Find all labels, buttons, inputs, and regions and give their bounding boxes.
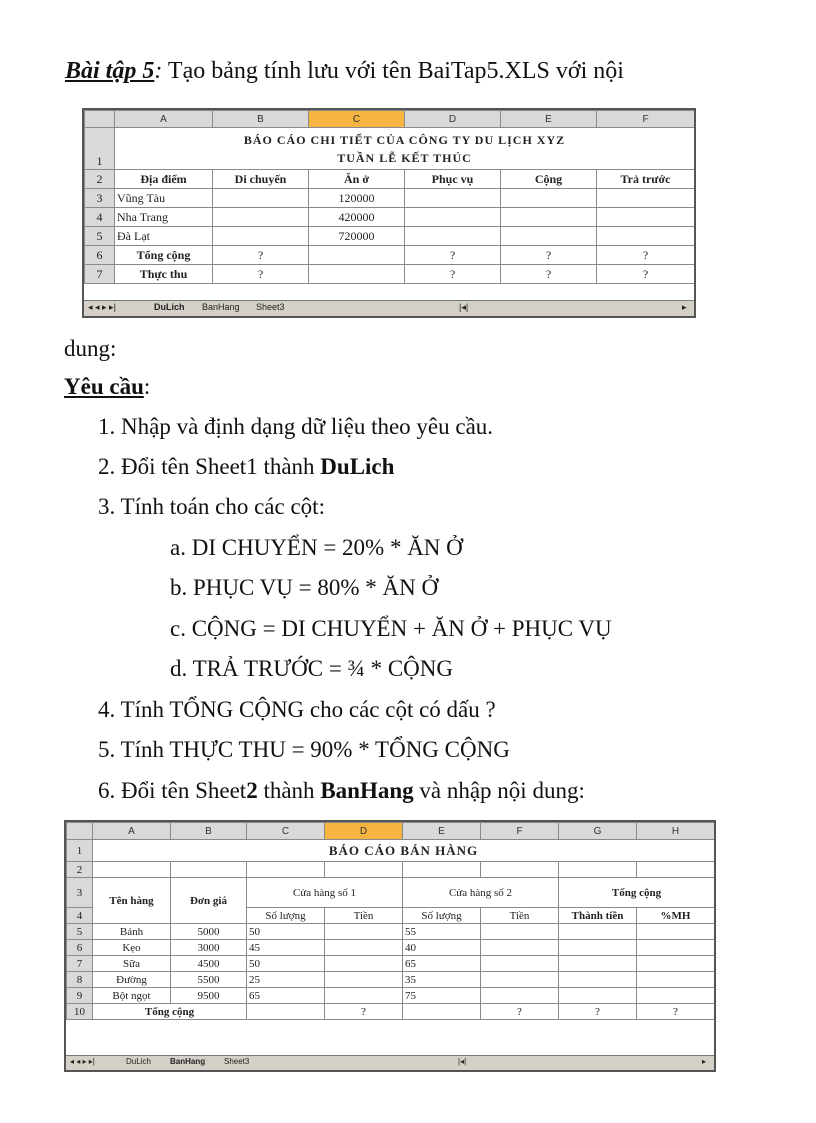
row-header[interactable]: 3 xyxy=(85,189,115,208)
list-number: 6. xyxy=(98,778,121,803)
cell[interactable] xyxy=(481,862,559,878)
row-header[interactable]: 1 xyxy=(85,128,115,170)
total-label[interactable]: Tổng cộng xyxy=(93,1004,247,1020)
list-item-text: Đổi tên Sheet xyxy=(121,778,247,803)
cell[interactable]: 35 xyxy=(403,972,481,988)
cell[interactable]: Bánh xyxy=(93,924,171,940)
row-header[interactable]: 4 xyxy=(67,908,93,924)
cell[interactable] xyxy=(325,940,403,956)
column-header-f[interactable]: F xyxy=(597,111,695,128)
cell[interactable] xyxy=(403,1004,481,1020)
cell[interactable]: Tổng cộng xyxy=(115,246,213,265)
column-header-b[interactable]: B xyxy=(213,111,309,128)
row-header[interactable]: 2 xyxy=(67,862,93,878)
cell[interactable]: 55 xyxy=(403,924,481,940)
exercise-label-colon: : xyxy=(154,58,163,84)
list-number: 2. xyxy=(98,454,121,479)
sublist-item-text: DI CHUYỂN = 20% * ĂN Ở xyxy=(191,535,463,560)
cell[interactable] xyxy=(501,208,597,227)
cell[interactable] xyxy=(405,208,501,227)
column-header-a[interactable]: A xyxy=(93,823,171,840)
sublist-letter: d. xyxy=(170,656,193,681)
list-number: 5. xyxy=(98,737,121,762)
list-item-text: Tính toán cho các cột: xyxy=(120,494,325,519)
list-item-text: Đổi tên Sheet1 thành xyxy=(121,454,321,479)
table-row xyxy=(67,988,715,1004)
horizontal-scrollbar[interactable]: |◂| xyxy=(459,302,469,312)
list-item-text: 2 xyxy=(246,778,258,803)
cell[interactable]: Thực thu xyxy=(115,265,213,284)
list-item-text: BanHang xyxy=(320,778,414,803)
exercise-label: Bài tập 5 xyxy=(65,58,155,84)
header-cua-hang-2[interactable]: Cửa hàng số 2 xyxy=(403,878,559,908)
list-item xyxy=(98,414,493,440)
column-header-e[interactable]: E xyxy=(501,111,597,128)
sheet-title-cell[interactable] xyxy=(115,128,695,170)
cell[interactable] xyxy=(637,862,715,878)
cell[interactable] xyxy=(213,189,309,208)
cell[interactable] xyxy=(309,265,405,284)
cell[interactable]: Kẹo xyxy=(93,940,171,956)
column-header-d[interactable]: D xyxy=(405,111,501,128)
column-label[interactable]: Trả trước xyxy=(597,170,695,189)
cell[interactable]: 5500 xyxy=(171,972,247,988)
table-row xyxy=(67,924,715,940)
cell[interactable] xyxy=(481,956,559,972)
sublist-item-text: TRẢ TRƯỚC = ¾ * CỘNG xyxy=(192,656,454,681)
table-row xyxy=(67,940,715,956)
column-label[interactable]: Cộng xyxy=(501,170,597,189)
column-header-f[interactable]: F xyxy=(481,823,559,840)
cell[interactable] xyxy=(637,924,715,940)
cell[interactable]: Bột ngọt xyxy=(93,988,171,1004)
cell[interactable]: Nha Trang xyxy=(115,208,213,227)
sublist-item-text: CỘNG = DI CHUYỂN + ĂN Ở + PHỤC VỤ xyxy=(191,616,612,641)
cell[interactable]: 75 xyxy=(403,988,481,1004)
cell[interactable]: 120000 xyxy=(309,189,405,208)
sheet-tabs-bar xyxy=(84,300,694,316)
tab-banhang[interactable]: BanHang xyxy=(202,302,240,312)
column-header-g[interactable]: G xyxy=(559,823,637,840)
cell[interactable]: 40 xyxy=(403,940,481,956)
table-row xyxy=(85,265,695,284)
exercise-title xyxy=(65,58,624,85)
column-header-row xyxy=(85,111,695,128)
cell[interactable]: 4500 xyxy=(171,956,247,972)
cell[interactable] xyxy=(481,924,559,940)
cell[interactable] xyxy=(481,988,559,1004)
cell[interactable]: Đà Lạt xyxy=(115,227,213,246)
list-item-text: thành xyxy=(257,778,321,803)
cell[interactable] xyxy=(309,246,405,265)
cell[interactable] xyxy=(325,956,403,972)
cell[interactable]: ? xyxy=(213,265,309,284)
cell[interactable]: ? xyxy=(213,246,309,265)
requirements-heading-colon: : xyxy=(143,374,151,399)
cell[interactable]: Sữa xyxy=(93,956,171,972)
total-row xyxy=(67,1004,715,1020)
table-row xyxy=(67,956,715,972)
subheader-label[interactable]: Số lượng xyxy=(403,908,481,924)
sublist-item xyxy=(170,656,453,682)
cell[interactable] xyxy=(93,862,171,878)
table-row xyxy=(85,227,695,246)
list-item-text: Tính THỰC THU = 90% * TỔNG CỘNG xyxy=(120,737,510,762)
subheader-label[interactable]: Tiền xyxy=(481,908,559,924)
sublist-letter: a. xyxy=(170,535,192,560)
column-header-d[interactable]: D xyxy=(325,823,403,840)
cell[interactable]: 25 xyxy=(247,972,325,988)
row-header[interactable]: 3 xyxy=(67,878,93,908)
cell[interactable] xyxy=(559,940,637,956)
cell[interactable] xyxy=(501,189,597,208)
cell[interactable] xyxy=(597,227,695,246)
sublist-item xyxy=(170,616,612,642)
cell[interactable] xyxy=(325,988,403,1004)
subheader-label[interactable]: Số lượng xyxy=(247,908,325,924)
tab-scroll-arrows[interactable]: ◂ ◂ ▸ ▸| xyxy=(70,1057,95,1066)
row-header[interactable]: 5 xyxy=(85,227,115,246)
cell[interactable]: 45 xyxy=(247,940,325,956)
select-all-corner[interactable] xyxy=(67,823,93,840)
cell[interactable] xyxy=(325,972,403,988)
cell[interactable] xyxy=(325,862,403,878)
scroll-right-arrow[interactable]: ▸ xyxy=(702,1057,707,1066)
sheet-title-cell[interactable]: BÁO CÁO BÁN HÀNG xyxy=(93,840,715,862)
table-row xyxy=(85,246,695,265)
column-header-e[interactable]: E xyxy=(403,823,481,840)
subheader-label[interactable]: %MH xyxy=(637,908,715,924)
spreadsheet-dulich xyxy=(82,108,696,318)
list-item xyxy=(98,494,325,520)
requirements-heading-text: Yêu cầu xyxy=(64,374,144,399)
row-header[interactable]: 2 xyxy=(85,170,115,189)
list-item xyxy=(98,737,510,763)
column-header-h[interactable]: H xyxy=(637,823,715,840)
cell[interactable] xyxy=(403,862,481,878)
sheet-title-line-1: BÁO CÁO CHI TIẾT CỦA CÔNG TY DU LỊCH XYZ xyxy=(243,132,566,147)
row-header[interactable]: 5 xyxy=(67,924,93,940)
row-header[interactable]: 6 xyxy=(67,940,93,956)
header-don-gia[interactable]: Đơn giá xyxy=(171,878,247,924)
table-row xyxy=(67,972,715,988)
cell[interactable] xyxy=(597,189,695,208)
spreadsheet-banhang xyxy=(64,820,716,1072)
list-item-text: và nhập nội dung: xyxy=(413,778,585,803)
cell[interactable]: 65 xyxy=(247,988,325,1004)
cell[interactable] xyxy=(559,988,637,1004)
row-header[interactable]: 9 xyxy=(67,988,93,1004)
cell[interactable] xyxy=(405,227,501,246)
row-header[interactable]: 6 xyxy=(85,246,115,265)
tab-dulich[interactable]: DuLich xyxy=(154,302,185,312)
sheet-title-line-2: TUẦN LỄ KẾT THÚC xyxy=(337,150,472,165)
cell[interactable] xyxy=(481,972,559,988)
cell[interactable] xyxy=(481,940,559,956)
header-cua-hang-1[interactable]: Cửa hàng số 1 xyxy=(247,878,403,908)
tab-sheet3[interactable]: Sheet3 xyxy=(256,302,285,312)
sublist-letter: c. xyxy=(170,616,192,641)
tab-banhang[interactable]: BanHang xyxy=(170,1057,206,1066)
table-row xyxy=(85,208,695,227)
subheader-label[interactable]: Thành tiền xyxy=(559,908,637,924)
subheader-label[interactable]: Tiền xyxy=(325,908,403,924)
scroll-right-arrow[interactable]: ▸ xyxy=(682,302,687,312)
tab-sheet3[interactable]: Sheet3 xyxy=(224,1057,250,1066)
cell[interactable]: ? xyxy=(325,1004,403,1020)
cell[interactable] xyxy=(213,227,309,246)
cell[interactable] xyxy=(559,956,637,972)
sublist-item-text: PHỤC VỤ = 80% * ĂN Ở xyxy=(193,575,439,600)
tab-dulich[interactable]: DuLich xyxy=(126,1057,151,1066)
list-number: 3. xyxy=(98,494,121,519)
table-row xyxy=(85,189,695,208)
cell[interactable]: ? xyxy=(405,246,501,265)
sheet-tabs-bar xyxy=(66,1055,714,1070)
cell[interactable] xyxy=(171,862,247,878)
column-header-c[interactable]: C xyxy=(247,823,325,840)
cell[interactable] xyxy=(405,189,501,208)
cell[interactable]: ? xyxy=(637,1004,715,1020)
column-header-b[interactable]: B xyxy=(171,823,247,840)
row-header[interactable]: 1 xyxy=(67,840,93,862)
list-item-text: DuLich xyxy=(320,454,395,479)
list-number: 4. xyxy=(98,697,121,722)
sublist-letter: b. xyxy=(170,575,193,600)
header-ten-hang[interactable]: Tên hàng xyxy=(93,878,171,924)
cell[interactable] xyxy=(247,1004,325,1020)
cell[interactable]: ? xyxy=(597,265,695,284)
cell[interactable] xyxy=(213,208,309,227)
cell[interactable] xyxy=(325,924,403,940)
column-label[interactable]: Ăn ở xyxy=(309,170,405,189)
list-item xyxy=(98,697,496,723)
cell[interactable]: 3000 xyxy=(171,940,247,956)
cell[interactable]: ? xyxy=(405,265,501,284)
column-label[interactable]: Địa điểm xyxy=(115,170,213,189)
row-header[interactable]: 4 xyxy=(85,208,115,227)
cell[interactable]: ? xyxy=(501,265,597,284)
row-header[interactable]: 7 xyxy=(67,956,93,972)
column-label[interactable]: Di chuyển xyxy=(213,170,309,189)
cell[interactable]: ? xyxy=(559,1004,637,1020)
row-header[interactable]: 8 xyxy=(67,972,93,988)
cell[interactable]: ? xyxy=(481,1004,559,1020)
row-header[interactable]: 7 xyxy=(85,265,115,284)
column-header-a[interactable]: A xyxy=(115,111,213,128)
sublist-item xyxy=(170,535,463,561)
column-header-row xyxy=(67,823,715,840)
horizontal-scrollbar[interactable]: |◂| xyxy=(458,1057,467,1066)
cell[interactable]: 5000 xyxy=(171,924,247,940)
select-all-corner[interactable] xyxy=(85,111,115,128)
list-item-text: Nhập và định dạng dữ liệu theo yêu cầu. xyxy=(121,414,494,439)
cell[interactable]: 50 xyxy=(247,924,325,940)
cell[interactable]: 65 xyxy=(403,956,481,972)
cell[interactable]: Đường xyxy=(93,972,171,988)
list-item xyxy=(98,778,585,804)
cell[interactable]: 720000 xyxy=(309,227,405,246)
exercise-text-continuation: dung: xyxy=(64,336,117,361)
sublist-item xyxy=(170,575,438,601)
list-number: 1. xyxy=(98,414,121,439)
row-header[interactable]: 10 xyxy=(67,1004,93,1020)
cell[interactable]: ? xyxy=(501,246,597,265)
cell[interactable] xyxy=(559,972,637,988)
column-header-c[interactable]: C xyxy=(309,111,405,128)
cell[interactable] xyxy=(247,862,325,878)
cell[interactable] xyxy=(597,208,695,227)
cell[interactable] xyxy=(637,988,715,1004)
list-item-text: Tính TỔNG CỘNG cho các cột có dấu ? xyxy=(120,697,496,722)
header-row xyxy=(85,170,695,189)
cell[interactable] xyxy=(637,940,715,956)
cell[interactable] xyxy=(637,956,715,972)
tab-scroll-arrows[interactable]: ◂ ◂ ▸ ▸| xyxy=(88,302,116,312)
exercise-text: Tạo bảng tính lưu với tên BaiTap5.XLS với nội xyxy=(162,58,624,84)
cell[interactable]: 50 xyxy=(247,956,325,972)
cell[interactable]: Vũng Tàu xyxy=(115,189,213,208)
column-label[interactable]: Phục vụ xyxy=(405,170,501,189)
cell[interactable] xyxy=(637,972,715,988)
requirements-heading xyxy=(64,374,150,400)
cell[interactable]: 420000 xyxy=(309,208,405,227)
cell[interactable] xyxy=(501,227,597,246)
header-tong-cong[interactable]: Tổng cộng xyxy=(559,878,715,908)
cell[interactable]: ? xyxy=(597,246,695,265)
cell[interactable] xyxy=(559,862,637,878)
list-item xyxy=(98,454,394,480)
cell[interactable] xyxy=(559,924,637,940)
cell[interactable]: 9500 xyxy=(171,988,247,1004)
